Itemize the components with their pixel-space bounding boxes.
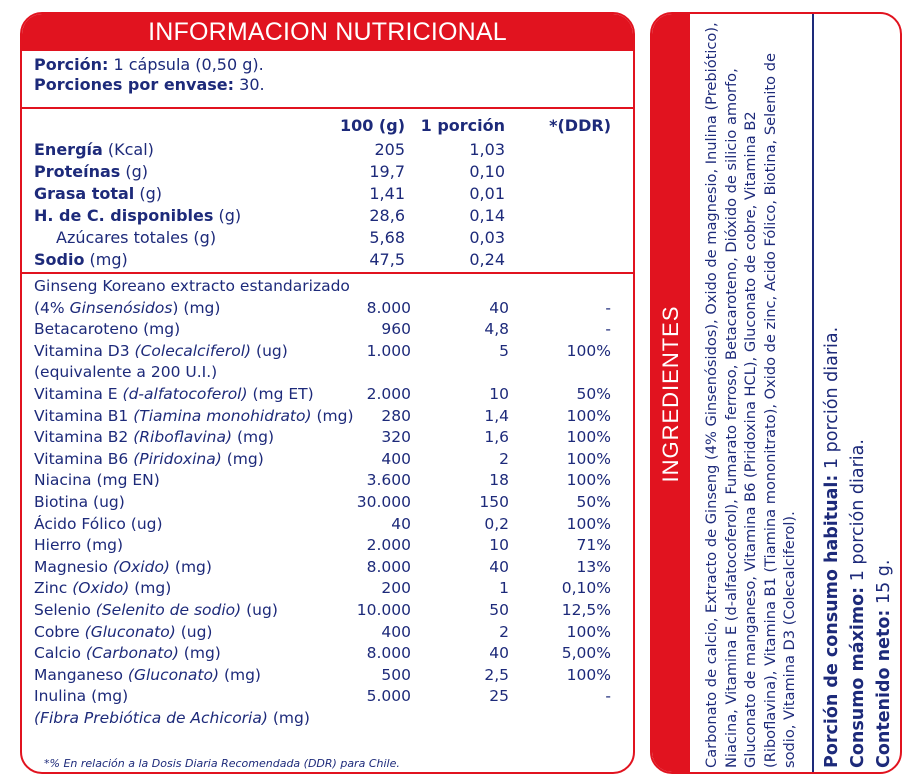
- micro-name: [34, 298, 220, 319]
- micro-name-post: (mg): [221, 449, 264, 468]
- macro-name: [34, 205, 241, 227]
- habitual-label: Porción de consumo habitual:: [822, 474, 842, 768]
- ingredients-text-box: [692, 18, 810, 770]
- neto-line: [871, 20, 897, 768]
- maximo-value: 1 porción diaria.: [848, 439, 868, 587]
- macro-portion: 0,10: [469, 162, 505, 181]
- micro-row: [22, 557, 633, 578]
- micro-name: [34, 362, 217, 383]
- micro-row: [22, 384, 633, 405]
- micro-ddr: 50%: [576, 493, 611, 511]
- micro-name: [34, 427, 274, 448]
- micro-name-ital: (d-alfatocoferol): [122, 385, 248, 403]
- macro-row: [22, 161, 633, 183]
- micro-name-ital: (Tiamina monohidrato): [133, 406, 312, 425]
- maximo-label: Consumo máximo:: [848, 586, 868, 768]
- macro-unit: (g): [213, 206, 242, 225]
- micro-row: [22, 600, 633, 621]
- micro-name-ital: (Gluconato): [84, 622, 176, 641]
- micro-per100: 8.000: [366, 298, 411, 317]
- consumption-info: [819, 20, 897, 768]
- micro-name: [34, 406, 354, 427]
- macro-name-bold: Energía: [34, 140, 103, 159]
- micro-name-pre: Vitamina D3: [34, 341, 135, 360]
- micro-portion: 2: [499, 622, 509, 641]
- portion-line: [34, 55, 621, 75]
- micro-per100: 2.000: [366, 385, 411, 403]
- serving-info: [22, 51, 633, 109]
- micro-ddr: 100%: [566, 471, 611, 490]
- micro-name-post: (mg): [311, 406, 354, 425]
- macro-unit: (g): [120, 162, 149, 181]
- macro-name: [56, 227, 216, 249]
- col-header-ddr: *(DDR): [549, 116, 611, 135]
- panel-divider: [812, 14, 814, 772]
- micro-ddr: 100%: [566, 428, 611, 447]
- col-header-100g: 100 (g): [339, 116, 405, 135]
- micro-portion: 10: [489, 536, 509, 555]
- micro-ddr: 50%: [576, 385, 611, 403]
- micro-portion: 1,4: [484, 406, 509, 425]
- micro-per100: 280: [381, 406, 411, 425]
- micro-name-pre: Cobre: [34, 622, 85, 641]
- micro-per100: 2.000: [366, 536, 411, 555]
- micro-name-ital: (Riboflavina): [133, 428, 233, 447]
- macro-name: [34, 249, 128, 271]
- micro-ddr: 100%: [566, 514, 611, 533]
- micro-row: [22, 686, 633, 707]
- macro-row: [22, 183, 633, 205]
- micro-name: [34, 384, 314, 405]
- ingredients-text: Carbonato de calcio, Extracto de Ginseng (4% Ginsenósidos), Oxido de magnesio, Inulina (Prebiótico), Niacina, Vitamina E (d-alfatocoferol), Fumarato ferroso, Betacaroteno, Dióxido de silicio amorfo, Gluconato de manganeso, Vitamina B6 (Piridoxina HCL), Gluconato de cobre, Vitamina B2 (Riboflavina), Vitamina B1 (Tiamina mononitrato), Oxido de zinc, Acido Fólico, Biotina, Selenito de sodio, Vitamina D3 (Colecalciferol).: [703, 22, 799, 768]
- micro-name: [34, 341, 288, 362]
- micro-row: [22, 298, 633, 319]
- portion-label: Porción:: [34, 55, 109, 74]
- macro-per100: 19,7: [369, 162, 405, 181]
- micro-name-pre: Manganeso: [34, 665, 128, 684]
- micro-name-post: ) (mg): [172, 298, 221, 317]
- micro-row: [22, 492, 633, 513]
- macro-portion: 0,03: [469, 228, 505, 247]
- micro-name-pre: Hierro (mg): [34, 536, 124, 555]
- micro-row: [22, 470, 633, 491]
- micro-portion: 1: [499, 579, 509, 598]
- micro-name: [34, 665, 261, 686]
- micro-ddr: 100%: [566, 341, 611, 360]
- column-header-row: [22, 115, 633, 137]
- servings-label: Porciones por envase:: [34, 75, 235, 94]
- micro-portion: 40: [489, 298, 509, 317]
- micro-per100: 400: [381, 622, 411, 641]
- micro-name-post: (mg): [169, 557, 212, 576]
- ingredients-title-bar: [652, 14, 690, 772]
- micro-portion: 10: [489, 385, 509, 403]
- maximo-line: [845, 20, 871, 768]
- habitual-value: 1 porción diaria.: [822, 326, 842, 475]
- micro-ddr: 13%: [576, 557, 611, 576]
- ingredients-panel: [650, 12, 902, 774]
- macro-per100: 205: [374, 140, 405, 159]
- micro-per100: 320: [381, 428, 411, 447]
- micro-name-ital: (Fibra Prebiótica de Achicoria): [34, 709, 268, 727]
- ingredients-title: INGREDIENTES: [658, 305, 683, 483]
- micro-row: [22, 319, 633, 340]
- micro-name-post: (mg): [129, 579, 172, 598]
- micro-per100: 500: [381, 665, 411, 684]
- micro-name-pre: (4%: [34, 298, 70, 317]
- micro-row: [22, 643, 633, 664]
- micro-name-post: (ug): [175, 622, 213, 641]
- macronutrient-section: [22, 109, 633, 274]
- servings-value: 30.: [234, 75, 265, 94]
- micro-name: [34, 578, 171, 599]
- macro-portion: 0,01: [469, 184, 505, 203]
- micro-ddr: 100%: [566, 406, 611, 425]
- servings-line: [34, 75, 621, 95]
- habitual-line: [819, 20, 845, 768]
- micro-name-ital: Ginsenósidos: [69, 298, 173, 317]
- micro-portion: 0,2: [484, 514, 509, 533]
- micro-row: [22, 341, 633, 362]
- micro-portion: 25: [489, 687, 509, 706]
- micro-name-ital: (Oxido): [72, 579, 130, 598]
- neto-label: Contenido neto:: [874, 609, 894, 768]
- micro-name-ital: (Selenito de sodio): [95, 601, 242, 619]
- micro-row: [22, 427, 633, 448]
- micro-name-pre: Vitamina B2: [34, 428, 134, 447]
- macro-portion: 0,24: [469, 250, 505, 269]
- micro-name: [34, 557, 212, 578]
- micro-ddr: -: [605, 320, 611, 339]
- col-header-portion: 1 porción: [420, 116, 505, 135]
- micro-name-ital: (Carbonato): [85, 644, 179, 663]
- micro-name-ital: (Piridoxina): [133, 449, 222, 468]
- macro-row: [22, 205, 633, 227]
- micro-row: [22, 514, 633, 535]
- micro-ddr: 100%: [566, 449, 611, 468]
- micro-portion: 5: [499, 341, 509, 360]
- micro-name-pre: Ácido Fólico (ug): [34, 514, 163, 533]
- micro-portion: 2,5: [484, 665, 509, 684]
- micro-name-pre: Betacaroteno (mg): [34, 320, 181, 339]
- macro-unit: (Kcal): [102, 140, 154, 159]
- macro-unit: (g): [134, 184, 163, 203]
- micro-name-post: (mg): [178, 644, 221, 663]
- micro-name-pre: Zinc: [34, 579, 73, 598]
- micro-portion: 2: [499, 449, 509, 468]
- macro-row: [22, 227, 633, 249]
- micro-name-pre: Selenio: [34, 601, 96, 619]
- micro-portion: 40: [489, 557, 509, 576]
- micro-name-post: (ug): [251, 341, 288, 360]
- micro-name-pre: (equivalente a 200 U.I.): [34, 363, 218, 382]
- macro-name-bold: H. de C. disponibles: [34, 206, 214, 225]
- micro-per100: 30.000: [356, 493, 411, 511]
- micro-per100: 3.600: [366, 471, 411, 490]
- micro-name: [34, 514, 163, 535]
- micro-ddr: 100%: [566, 622, 611, 641]
- micro-name-ital: (Oxido): [112, 557, 170, 576]
- micro-name-pre: Inulina (mg): [34, 687, 129, 706]
- neto-value: 15 g.: [874, 559, 894, 610]
- micro-name-pre: Vitamina B1: [34, 406, 134, 425]
- micro-row: [22, 535, 633, 556]
- macro-name-bold: Proteínas: [34, 162, 121, 181]
- micro-ddr: -: [605, 687, 611, 706]
- micro-name-post: (mg): [232, 428, 275, 447]
- micro-portion: 40: [489, 644, 509, 663]
- macro-unit: (mg): [84, 250, 128, 269]
- micro-row: [22, 362, 633, 383]
- macro-name-bold: Sodio: [34, 250, 85, 269]
- macro-portion: 0,14: [469, 206, 505, 225]
- macro-unit: Azúcares totales (g): [56, 228, 217, 247]
- micro-per100: 960: [381, 320, 411, 339]
- micro-name-pre: Magnesio: [34, 557, 113, 576]
- micro-per100: 10.000: [356, 601, 411, 619]
- micro-name-pre: Ginseng Koreano extracto estandarizado: [34, 277, 350, 295]
- nutrition-title: INFORMACION NUTRICIONAL: [22, 14, 633, 51]
- micro-row: [22, 708, 633, 729]
- micro-portion: 18: [489, 471, 509, 490]
- micro-name: [34, 319, 180, 340]
- micro-name-post: (mg): [267, 709, 310, 727]
- macro-name: [34, 183, 162, 205]
- micro-per100: 8.000: [366, 644, 411, 663]
- micro-name: [34, 535, 123, 556]
- micro-ddr: 12,5%: [561, 601, 611, 619]
- micro-ddr: 100%: [566, 665, 611, 684]
- micro-name: [34, 708, 310, 729]
- micro-name-pre: Vitamina B6: [34, 449, 134, 468]
- micro-name-post: (ug): [241, 601, 278, 619]
- macro-per100: 1,41: [369, 184, 405, 203]
- micro-per100: 400: [381, 449, 411, 468]
- micro-ddr: -: [605, 298, 611, 317]
- micro-name-post: (mg ET): [247, 385, 314, 403]
- micro-name: [34, 470, 160, 491]
- micro-row: [22, 665, 633, 686]
- micro-name: [34, 492, 125, 513]
- macro-name-bold: Grasa total: [34, 184, 135, 203]
- micro-name: [34, 276, 350, 297]
- macro-row: [22, 139, 633, 161]
- micronutrient-section: [22, 274, 633, 774]
- micro-name-pre: Biotina (ug): [34, 493, 125, 511]
- consumption-box: [818, 18, 898, 770]
- micro-per100: 8.000: [366, 557, 411, 576]
- micro-row: [22, 406, 633, 427]
- macro-per100: 5,68: [369, 228, 405, 247]
- micro-name-post: (mg): [219, 665, 261, 684]
- macro-name: [34, 161, 148, 183]
- micro-per100: 200: [381, 579, 411, 598]
- micro-ddr: 0,10%: [561, 579, 611, 598]
- micro-name: [34, 600, 278, 621]
- micro-per100: 1.000: [366, 341, 411, 360]
- micro-name: [34, 686, 128, 707]
- micro-name-ital: (Gluconato): [127, 665, 220, 684]
- micro-name-ital: (Colecalciferol): [134, 341, 252, 360]
- macro-row: [22, 249, 633, 271]
- micro-row: [22, 449, 633, 470]
- nutrition-panel: [20, 12, 635, 774]
- micro-name-pre: Vitamina E: [34, 385, 123, 403]
- micro-name: [34, 449, 264, 470]
- macro-name: [34, 139, 154, 161]
- macro-per100: 28,6: [369, 206, 405, 225]
- micro-name-pre: Calcio: [34, 644, 86, 663]
- ddr-footnote: *% En relación a la Dosis Diaria Recomendada (DDR) para Chile.: [44, 757, 400, 770]
- micro-per100: 40: [391, 514, 411, 533]
- micro-portion: 150: [479, 493, 509, 511]
- macro-portion: 1,03: [469, 140, 505, 159]
- micro-row: [22, 276, 633, 297]
- micro-portion: 1,6: [484, 428, 509, 447]
- micro-row: [22, 578, 633, 599]
- micro-row: [22, 622, 633, 643]
- macro-per100: 47,5: [369, 250, 405, 269]
- portion-value: 1 cápsula (0,50 g).: [108, 55, 264, 74]
- micro-per100: 5.000: [366, 687, 411, 706]
- micro-name: [34, 622, 212, 643]
- micro-name-pre: Niacina (mg EN): [34, 471, 160, 490]
- micro-portion: 50: [489, 601, 509, 619]
- micro-portion: 4,8: [484, 320, 509, 339]
- micro-ddr: 5,00%: [561, 644, 611, 663]
- micro-ddr: 71%: [576, 536, 611, 555]
- micro-name: [34, 643, 221, 664]
